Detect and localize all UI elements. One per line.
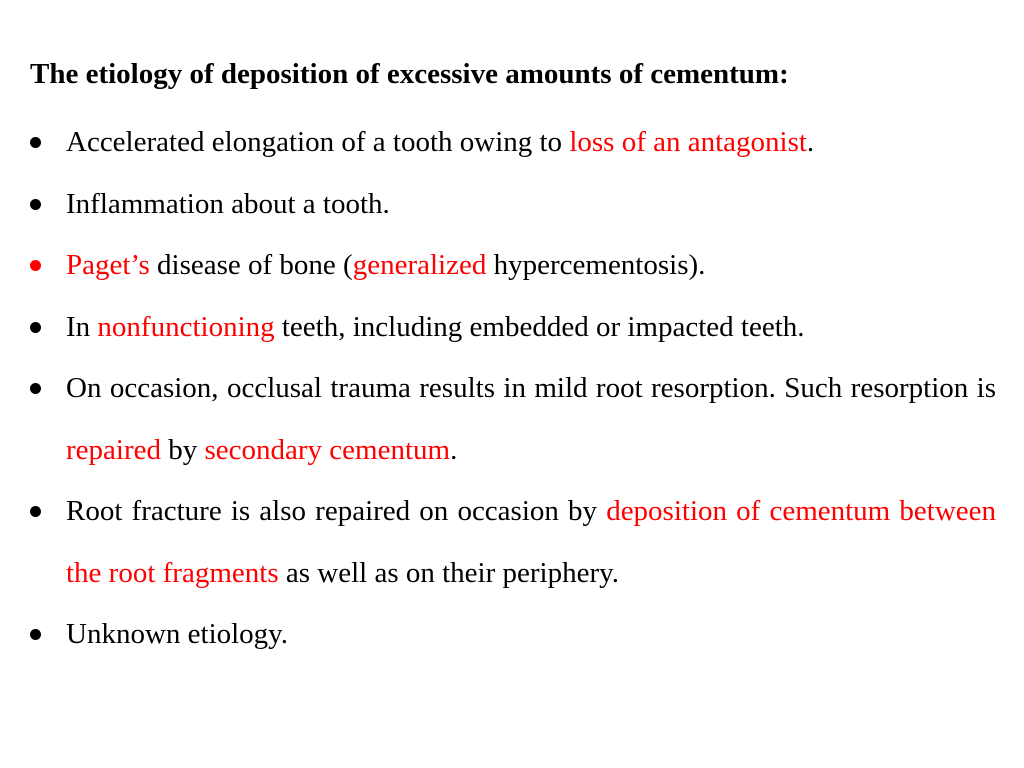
bullet-text: Root fracture is also repaired on occasion by	[66, 495, 607, 527]
highlighted-text: loss of an antagonist	[569, 126, 807, 158]
bullet-item	[30, 235, 996, 297]
bullet-item	[30, 481, 996, 604]
bullet-item	[30, 297, 996, 359]
bullet-text: teeth, including embedded or impacted teeth.	[274, 310, 805, 343]
bullet-dot-icon	[30, 629, 41, 640]
bullet-text: On occasion, occlusal trauma results in mild root resorption. Such resorption is	[66, 372, 996, 404]
slide-heading: The etiology of deposition of excessive amounts of cementum:	[30, 58, 789, 90]
bullet-dot-icon	[30, 506, 41, 517]
highlighted-text: secondary cementum	[204, 433, 451, 466]
bullet-text: .	[450, 433, 458, 466]
highlighted-text: nonfunctioning	[97, 310, 275, 343]
bullet-dot-icon	[30, 137, 41, 148]
highlighted-text: repaired	[66, 433, 161, 466]
bullet-dot-icon	[30, 322, 41, 333]
slide-content	[30, 52, 996, 666]
highlighted-text: generalized	[352, 249, 487, 281]
bullet-text: by	[161, 433, 205, 466]
bullet-item	[30, 112, 996, 174]
highlighted-text: deposition of cementum between the root fragments	[66, 495, 997, 589]
bullet-text: Inflammation about a tooth.	[66, 187, 390, 220]
bullet-dot-icon	[30, 260, 41, 271]
bullet-text: hypercementosis).	[486, 249, 706, 281]
bullet-text: .	[806, 126, 815, 158]
bullet-list	[30, 112, 996, 666]
highlighted-text: Paget’s	[66, 249, 150, 281]
bullet-item	[30, 604, 996, 666]
bullet-dot-icon	[30, 199, 41, 210]
bullet-text: Unknown etiology.	[66, 618, 289, 650]
bullet-text: disease of bone (	[149, 249, 353, 281]
bullet-item	[30, 358, 996, 481]
bullet-text: Accelerated elongation of a tooth owing to	[66, 126, 570, 158]
bullet-item	[30, 174, 996, 236]
bullet-text: In	[66, 310, 98, 343]
bullet-text: as well as on their periphery.	[278, 556, 619, 589]
bullet-dot-icon	[30, 383, 41, 394]
